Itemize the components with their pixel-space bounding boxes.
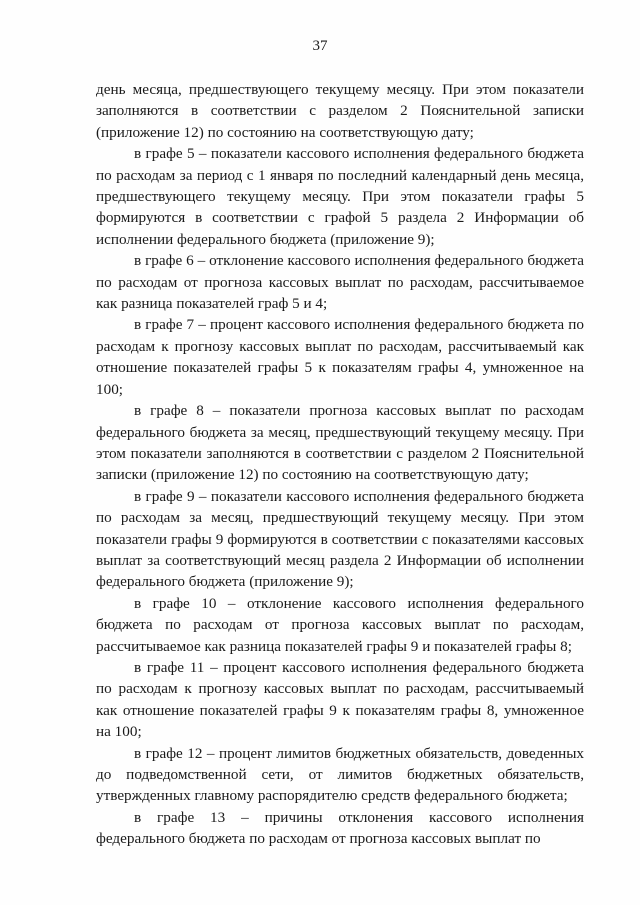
paragraph-column-13: в графе 13 – причины отклонения кассового исполнения федерального бюджета по расходам от прогноза кассовых выплат по (96, 808, 584, 848)
paragraph-column-8: в графе 8 – показатели прогноза кассовых выплат по расходам федерального бюджета за месяц, предшествующий текущему месяцу. При этом показатели заполняются в соответствии с разделом 2 Пояснительной записки (приложение 12) по состоянию на соответствующую дату; (96, 402, 584, 484)
paragraph-column-6: в графе 6 – отклонение кассового исполнения федерального бюджета по расходам от прогноза кассовых выплат по расходам, рассчитываемое как разница показателей граф 5 и 4; (96, 252, 584, 313)
page-number: 37 (312, 38, 328, 54)
paragraph-column-12: в графе 12 – процент лимитов бюджетных обязательств, доведенных до подведомственной сети, от лимитов бюджетных обязательств, утвержденных главному распорядителю средств федерального бюджета; (96, 744, 584, 805)
document-body (96, 79, 584, 850)
paragraph-column-7: в графе 7 – процент кассового исполнения федерального бюджета по расходам к прогнозу кассовых выплат по расходам, рассчитываемый как отношение показателей графы 5 к показателям графы 4, умноженное на 100; (96, 316, 584, 398)
paragraph-column-9: в графе 9 – показатели кассового исполнения федерального бюджета по расходам за месяц, предшествующий текущему месяцу. При этом показатели графы 9 формируются в соответствии с показателями кассовых выплат за соответствующий месяц раздела 2 Информации об исполнении федерального бюджета (приложение 9); (96, 487, 584, 591)
paragraph-column-10: в графе 10 – отклонение кассового исполнения федерального бюджета по расходам от прогноза кассовых выплат по расходам, рассчитываемое как разница показателей графы 9 и показателей графы 8; (96, 594, 584, 655)
paragraph-column-5: в графе 5 – показатели кассового исполнения федерального бюджета по расходам за период с 1 января по последний календарный день месяца, предшествующего текущему месяцу. При этом показатели графы 5 формируются в соответствии с графой 5 раздела 2 Информации об исполнении федерального бюджета (приложение 9); (96, 145, 584, 248)
paragraph-column-11: в графе 11 – процент кассового исполнения федерального бюджета по расходам к прогнозу кассовых выплат по расходам, рассчитываемый как отношение показателей графы 9 к показателям графы 8, умноженное на 100; (96, 658, 584, 741)
paragraph-continuation: день месяца, предшествующего текущему месяцу. При этом показатели заполняются в соответствии с разделом 2 Пояснительной записки (приложение 12) по состоянию на соответствующую дату; (96, 81, 584, 141)
